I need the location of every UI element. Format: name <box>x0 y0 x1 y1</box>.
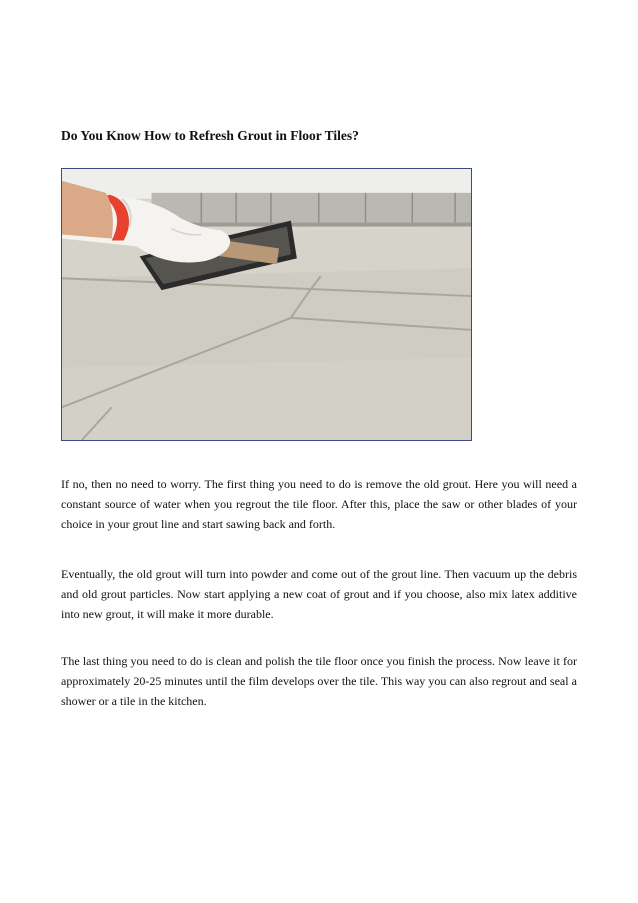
paragraph-intro: If no, then no need to worry. The first thing you need to do is remove the old grout. Here you will need a constant source of water when you regrout the tile floor. After this, place the saw or other blades of your choice in your grout line and start sawing back and forth. <box>61 477 577 531</box>
page-title: Do You Know How to Refresh Grout in Floor Tiles? <box>61 128 359 144</box>
photo-hand-grout-float-icon <box>62 169 471 440</box>
article-photo <box>61 168 472 441</box>
paragraph-vacuum: Eventually, the old grout will turn into powder and come out of the grout line. Then vacuum up the debris and old grout particles. Now start applying a new coat of grout and if you choose, also mix latex additive into new grout, it will make it more durable. <box>61 567 577 621</box>
paragraph-polish: The last thing you need to do is clean and polish the tile floor once you finish the process. Now leave it for approximately 20-25 minutes until the film develops over the tile. This way you can also regrout and seal a shower or a tile in the kitchen. <box>61 654 577 708</box>
